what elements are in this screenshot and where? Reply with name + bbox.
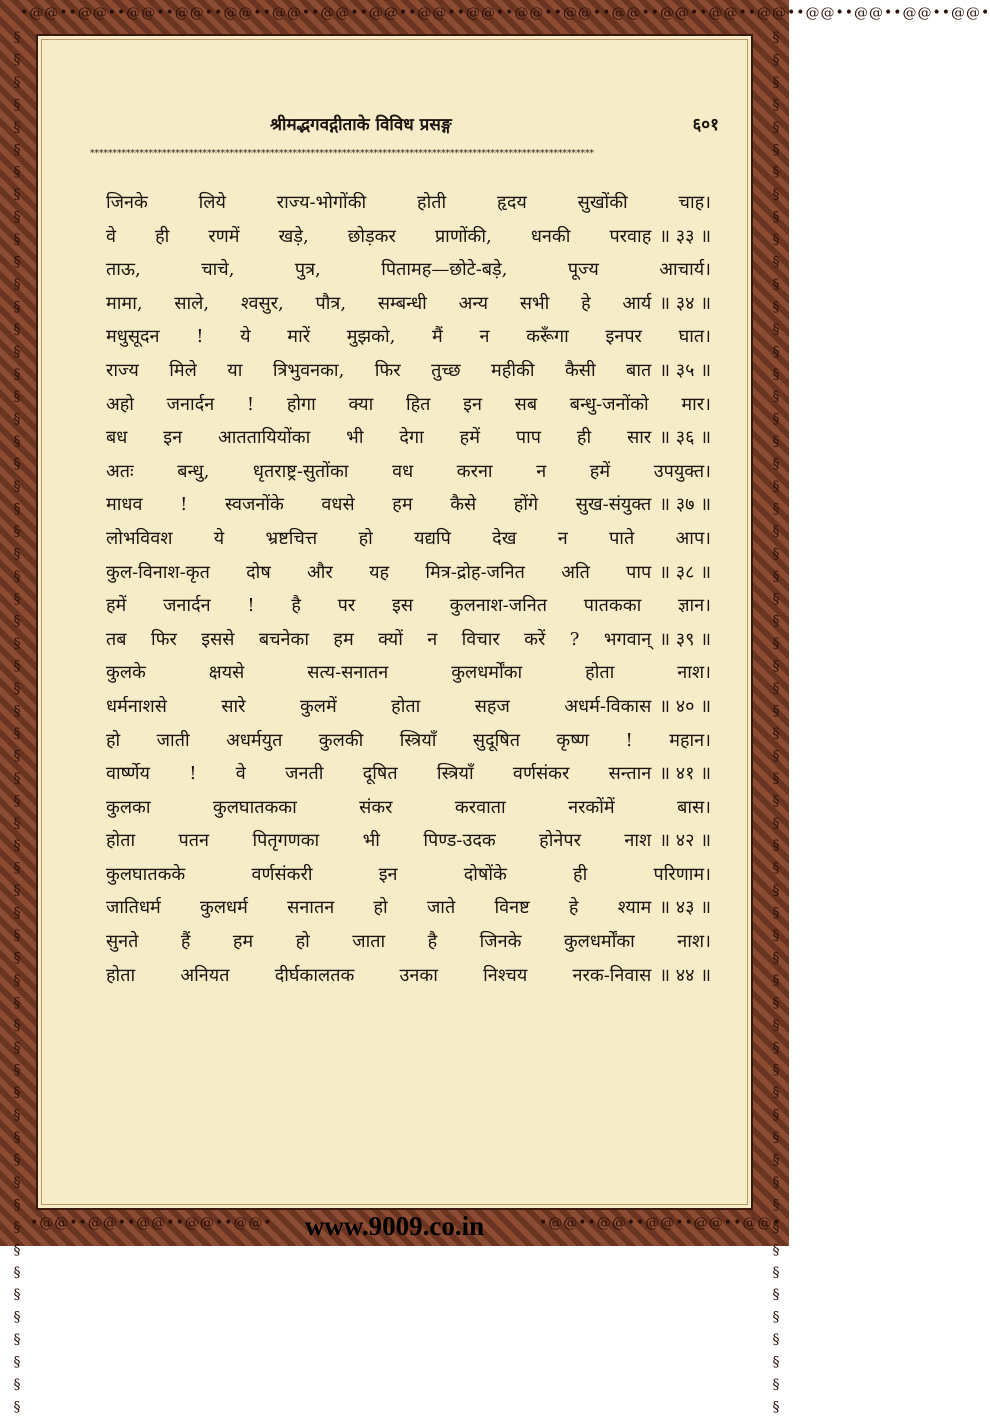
verse-line [106,757,711,791]
verse-text: अतः बन्धु, धृतराष्ट्र-सुतोंका वध करना न हमें उपयुक्त। [106,460,711,482]
verse-line [106,891,711,925]
verse-number: ॥ ४१ ॥ [659,763,711,785]
verse-number: ॥ ३५ ॥ [659,359,711,381]
verse-number: ॥ ३६ ॥ [659,427,711,449]
verse-number: ॥ ४२ ॥ [659,830,711,852]
asterisk-separator: **************************************************************************************************************** [90,149,594,159]
verse-line [106,858,711,892]
verse-number: ॥ ३३ ॥ [659,225,711,247]
verse-text: जिनके लिये राज्य-भोगोंकी होती हृदय सुखोंकी चाह। [106,192,711,213]
page-header [38,112,751,142]
verse-line [106,959,711,993]
verse-line [106,455,711,489]
verse-line [106,320,711,354]
verse-text: कुलघातकके वर्णसंकरी इन दोषोंके ही परिणाम। [106,863,711,885]
verse-text: मामा, साले, श्वसुर, पौत्र, सम्बन्धी अन्य सभी हे आर्य [106,292,652,314]
verse-number: ॥ ३७ ॥ [659,494,711,516]
verse-line [106,589,711,623]
verse-number: ॥ ४३ ॥ [659,897,711,919]
book-page [36,34,753,1210]
verse-line [106,690,711,724]
verse-line [106,791,711,825]
verse-text: तब फिर इससे बचनेका हम क्यों न विचार करें ? भगवान् [106,628,652,650]
verse-text: वार्ष्णेय ! वे जनती दूषित स्त्रियाँ वर्णसंकर सन्तान [106,763,652,785]
verse-list [106,186,711,992]
verse-number: ॥ ३४ ॥ [659,292,711,314]
page-number: ६०१ [692,115,719,135]
website-url: www.9009.co.in [304,1211,485,1241]
verse-line [106,623,711,657]
verse-number: ॥ ४० ॥ [659,695,711,717]
verse-text: लोभविवश ये भ्रष्टचित्त हो यद्यपि देख न पाते आप। [106,527,711,549]
verse-line [106,287,711,321]
verse-line [106,421,711,455]
verse-line [106,253,711,287]
verse-line [106,656,711,690]
verse-line [106,522,711,556]
verse-text: कुलका कुलघातकका संकर करवाता नरकोंमें बास। [106,796,711,818]
ornament-border-bottom-right: •@@••@@••@@••@@••@@• [539,1215,782,1231]
verse-text: ताऊ, चाचे, पुत्र, पितामह—छोटे-बड़े, पूज्य आचार्य। [106,259,711,281]
verse-line [106,556,711,590]
verse-text: होता अनियत दीर्घकालतक उनका निश्चय नरक-निवास [106,964,652,986]
verse-text: अहो जनार्दन ! होगा क्या हित इन सब बन्धु-जनोंको मार। [106,393,711,415]
verse-line [106,925,711,959]
verse-number: ॥ ३८ ॥ [659,561,711,583]
verse-text: कुल-विनाश-कृत दोष और यह मित्र-द्रोह-जनित अति पाप [106,561,652,583]
ornament-border-top: •@@••@@••@@••@@••@@••@@••@@••@@••@@••@@••@@••@@••@@••@@••@@••@@••@@••@@••@@••@@• [20,5,990,21]
verse-text: हो जाती अधर्मयुत कुलकी स्त्रियाँ सुदूषित कृष्ण ! महान। [106,729,711,751]
verse-text: होता पतन पितृगणका भी पिण्ड-उदक होनेपर नाश [106,830,652,852]
verse-number: ॥ ३९ ॥ [659,628,711,650]
verse-text: हमें जनार्दन ! है पर इस कुलनाश-जनित पातकका ज्ञान। [106,595,711,617]
verse-text: धर्मनाशसे सारे कुलमें होता सहज अधर्म-विकास [106,695,652,717]
verse-text: वे ही रणमें खड़े, छोड़कर प्राणोंकी, धनकी परवाह [106,225,652,247]
verse-line [106,354,711,388]
verse-line [106,724,711,758]
verse-number: ॥ ४४ ॥ [659,964,711,986]
verse-text: सुनते हैं हम हो जाता है जिनके कुलधर्मोंका नाश। [106,931,711,953]
verse-line [106,824,711,858]
verse-text: बध इन आततायियोंका भी देगा हमें पाप ही सार [106,427,652,449]
page-title: श्रीमद्भगवद्गीताके विविध प्रसङ्ग [270,115,452,135]
verse-text: जातिधर्म कुलधर्म सनातन हो जाते विनष्ट हे श्याम [106,897,652,919]
verse-line [106,488,711,522]
verse-line [106,220,711,254]
ornament-border-right: § § § § § § § § § § § § § § § § § § § § § § § § § § § § § § § § § § § § § § § § § § § § § § § § § § § § § § § § § § § § § § [768,30,784,1416]
verse-line [106,186,711,220]
verse-line [106,388,711,422]
ornament-border-left: § § § § § § § § § § § § § § § § § § § § § § § § § § § § § § § § § § § § § § § § § § § § § § § § § § § § § § § § § § § § § § [9,30,25,1416]
verse-text: कुलके क्षयसे सत्य-सनातन कुलधर्मोंका होता नाश। [106,662,711,684]
verse-text: राज्य मिले या त्रिभुवनका, फिर तुच्छ महीकी कैसी बात [106,359,652,381]
ornament-border-bottom-left: •@@••@@••@@••@@••@@• [30,1215,273,1231]
verse-text: मधुसूदन ! ये मारें मुझको, मैं न करूँगा इनपर घात। [106,326,711,348]
verse-text: माधव ! स्वजनोंके वधसे हम कैसे होंगे सुख-संयुक्त [106,494,652,516]
